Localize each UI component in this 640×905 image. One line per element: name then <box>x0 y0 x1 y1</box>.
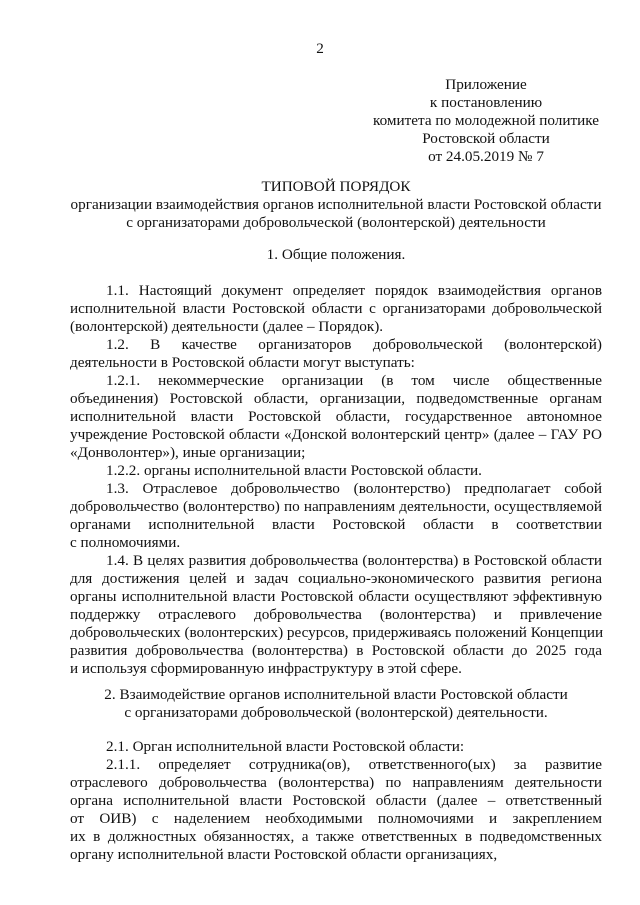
section-heading-line: 2. Взаимодействие органов исполнительной власти Ростовской области <box>104 686 568 703</box>
paragraph-2-1 <box>70 738 602 756</box>
text-line: деятельности в Ростовской области могут выступать: <box>70 354 415 371</box>
title-heading: ТИПОВОЙ ПОРЯДОК <box>261 178 411 195</box>
paragraph-1-2-1 <box>70 372 602 462</box>
text-line: объединения) Ростовской области, организации, подведомственные органам <box>70 390 602 407</box>
appendix-line: к постановлению <box>429 94 543 111</box>
text-line: их в должностных обязанностях, а также ответственных в подведомственных <box>70 828 602 845</box>
appendix-line: Ростовской области <box>422 130 550 147</box>
text-line: учреждение Ростовской области «Донской волонтерский центр» (далее – ГАУ РО <box>70 426 602 443</box>
text-line: 1.2.1. некоммерческие организации (в том числе общественные <box>106 372 602 389</box>
text-line: (волонтерской) деятельности (далее – Порядок). <box>70 318 384 335</box>
text-line: 1.2. В качестве организаторов добровольческой (волонтерской) <box>106 336 602 353</box>
section-heading-line: 1. Общие положения. <box>266 246 406 263</box>
text-line: 2.1.1. определяет сотрудника(ов), ответственного(ых) за развитие <box>106 756 602 773</box>
paragraph-1-3 <box>70 480 602 552</box>
text-line: для достижения целей и задач социально-экономического развития региона <box>70 570 602 587</box>
title-subtitle-line: организации взаимодействия органов исполнительной власти Ростовской области <box>70 196 602 213</box>
text-line: от ОИВ) с наделением необходимыми полномочиями и закреплением <box>70 810 602 827</box>
document-title <box>70 178 602 232</box>
text-line: добровольчество (волонтерство) по направлениям деятельности, осуществляемой <box>70 498 602 515</box>
text-line: отраслевого добровольчества (волонтерства) по направлениям деятельности <box>70 774 602 791</box>
paragraph-1-1 <box>70 282 602 336</box>
section-2-heading <box>70 686 602 722</box>
section-1-heading <box>70 246 602 264</box>
text-line: добровольческих (волонтерских) ресурсов, придерживаясь положений Концепции <box>70 624 604 641</box>
paragraph-2-1-1 <box>70 756 602 864</box>
text-line: 2.1. Орган исполнительной власти Ростовской области: <box>106 738 465 755</box>
section-heading-line: с организаторами добровольческой (волонтерской) деятельности. <box>124 704 548 721</box>
text-line: органа исполнительной власти Ростовской области (далее – ответственный <box>70 792 602 809</box>
appendix-line: от 24.05.2019 № 7 <box>428 148 544 165</box>
appendix-block <box>370 76 602 166</box>
paragraph-1-2-2 <box>70 462 602 480</box>
text-line: 1.3. Отраслевое добровольчество (волонтерство) предполагает собой <box>106 480 602 497</box>
text-line: 1.2.2. органы исполнительной власти Ростовской области. <box>106 462 482 479</box>
text-line: и используя сформированную инфраструктуру в этой сфере. <box>70 660 462 677</box>
text-line: органами исполнительной власти Ростовской области в соответствии <box>70 516 602 533</box>
text-line: развития добровольчества (волонтерства) в Ростовской области до 2025 года <box>70 642 602 659</box>
text-line: органы исполнительной власти Ростовской области осуществляют эффективную <box>70 588 602 605</box>
text-line: исполнительной власти Ростовской области с организаторами добровольческой <box>70 300 602 317</box>
text-line: 1.1. Настоящий документ определяет порядок взаимодействия органов <box>106 282 602 299</box>
text-line: органу исполнительной власти Ростовской области организациях, <box>70 846 498 863</box>
text-line: «Донволонтер»), иные организации; <box>70 444 306 461</box>
paragraph-1-4 <box>70 552 602 678</box>
appendix-line: Приложение <box>445 76 527 93</box>
title-subtitle-line: с организаторами добровольческой (волонтерской) деятельности <box>126 214 546 231</box>
text-line: 1.4. В целях развития добровольчества (волонтерства) в Ростовской области <box>106 552 602 569</box>
text-line: исполнительной власти Ростовской области, государственное автономное <box>70 408 602 425</box>
appendix-line: комитета по молодежной политике <box>373 112 599 129</box>
text-line: с полномочиями. <box>70 534 181 551</box>
paragraph-1-2 <box>70 336 602 372</box>
text-line: поддержку отраслевого добровольчества (волонтерства) и привлечение <box>70 606 602 623</box>
page-number: 2 <box>316 40 324 57</box>
